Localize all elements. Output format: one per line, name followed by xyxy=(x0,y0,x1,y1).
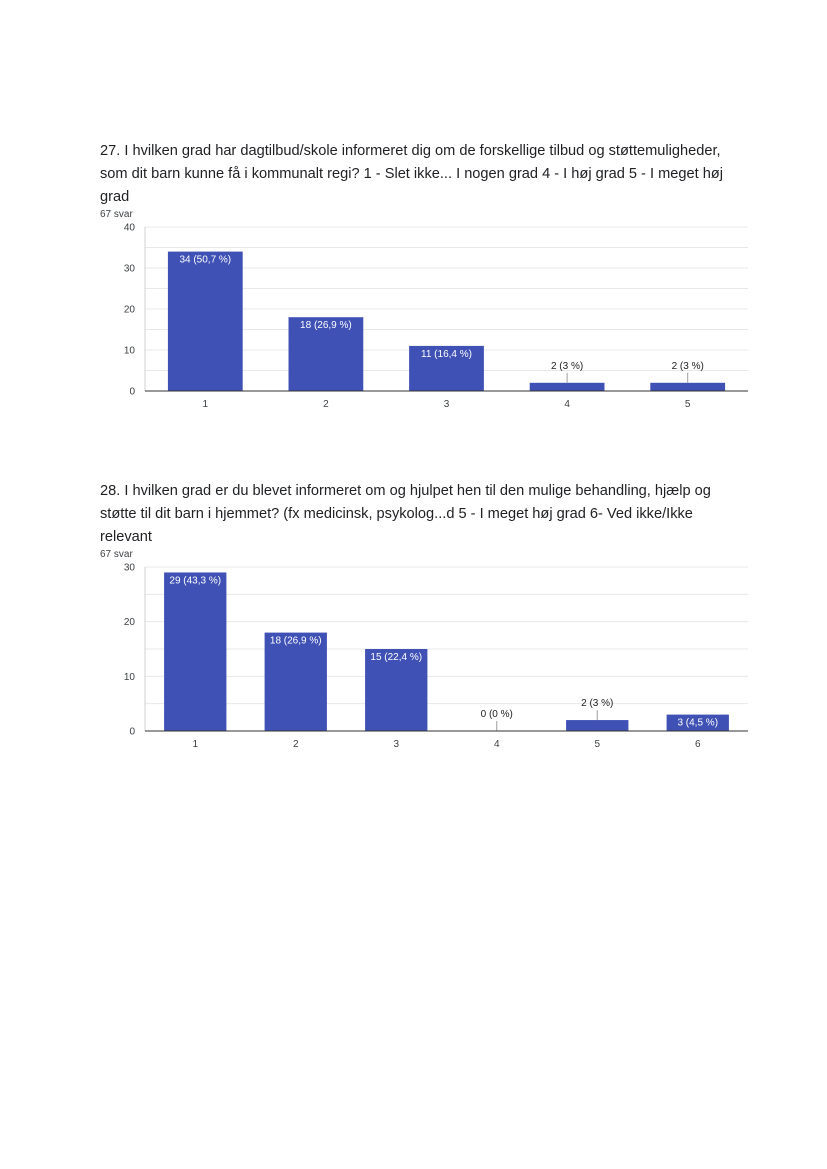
x-tick-label: 1 xyxy=(192,739,199,750)
y-tick-label: 10 xyxy=(123,345,135,357)
data-label: 34 (50,7 %) xyxy=(179,254,232,266)
y-tick-label: 40 xyxy=(123,222,135,234)
question-title: 27. I hvilken grad har dagtilbud/skole informeret dig om de forskellige tilbud og støttemuligheder, som dit barn kunne få i kommunalt regi? 1 - Slet ikke... I nogen grad 4 - I høj grad 5 - I meget høj grad xyxy=(100,143,723,205)
data-label: 11 (16,4 %) xyxy=(421,348,472,360)
x-tick-label: 4 xyxy=(564,399,570,410)
data-label: 3 (4,5 %) xyxy=(677,717,719,729)
data-label: 29 (43,3 %) xyxy=(169,575,222,587)
x-tick-label: 5 xyxy=(594,739,601,750)
bar xyxy=(265,633,327,731)
bar xyxy=(650,383,725,391)
y-tick-label: 10 xyxy=(123,671,135,683)
y-tick-label: 0 xyxy=(129,386,135,398)
x-tick-label: 1 xyxy=(202,399,209,410)
y-tick-label: 30 xyxy=(123,562,135,574)
data-label: 18 (26,9 %) xyxy=(300,320,352,332)
bar xyxy=(566,720,628,731)
x-tick-label: 6 xyxy=(694,739,701,750)
y-tick-label: 30 xyxy=(123,263,135,275)
bar xyxy=(164,572,226,731)
response-count: 67 svar xyxy=(100,549,133,560)
question-28 xyxy=(100,480,740,560)
y-tick-label: 0 xyxy=(129,726,135,738)
x-tick-label: 4 xyxy=(493,739,500,750)
question-title: 28. I hvilken grad er du blevet informeret om og hjulpet hen til den mulige behandling, hjælp og støtte til dit barn i hjemmet? (fx medicinsk, psykolog...d 5 - I meget høj grad 6- Ved ikke/Ikke relevant xyxy=(100,483,711,545)
bar xyxy=(530,383,605,391)
x-tick-label: 2 xyxy=(292,739,299,750)
bar xyxy=(168,252,243,391)
data-label: 2 (3 %) xyxy=(550,360,584,372)
y-tick-label: 20 xyxy=(123,617,135,629)
data-label: 18 (26,9 %) xyxy=(269,635,322,647)
data-label: 15 (22,4 %) xyxy=(370,652,423,663)
x-tick-label: 3 xyxy=(393,739,400,750)
y-tick-label: 20 xyxy=(123,304,135,316)
x-tick-label: 2 xyxy=(323,399,329,410)
data-label: 0 (0 %) xyxy=(480,709,513,720)
bar-chart-q28 xyxy=(0,555,827,760)
question-27 xyxy=(100,140,740,220)
x-tick-label: 3 xyxy=(443,399,450,410)
x-tick-label: 5 xyxy=(684,399,691,410)
response-count: 67 svar xyxy=(100,209,133,220)
data-label: 2 (3 %) xyxy=(671,360,704,372)
bar-chart-q27 xyxy=(0,210,827,415)
data-label: 2 (3 %) xyxy=(581,698,614,710)
